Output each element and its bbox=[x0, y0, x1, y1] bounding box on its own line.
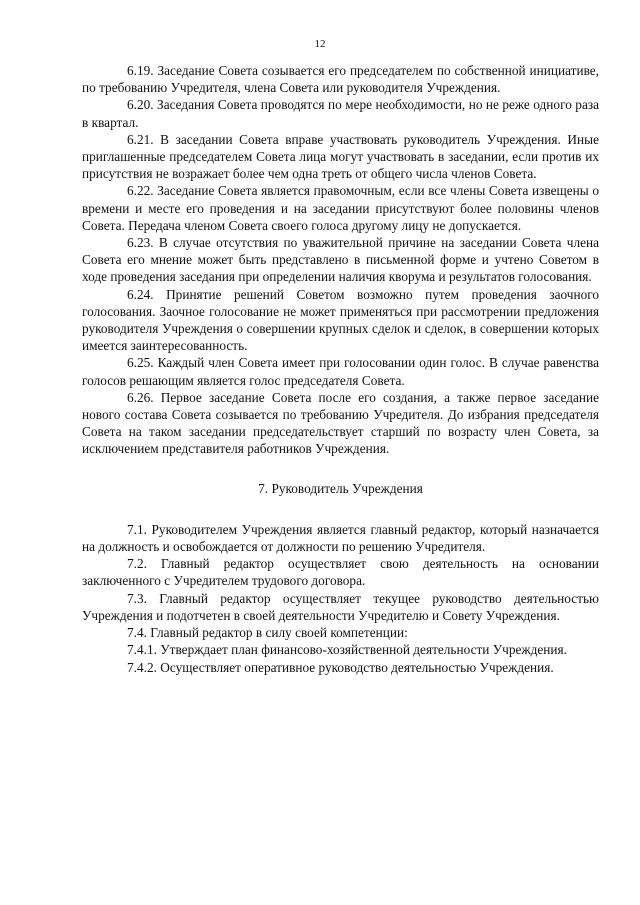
paragraph-7-4-2: 7.4.2. Осуществляет оперативное руководство деятельностью Учреждения. bbox=[127, 659, 554, 675]
paragraph-6-23: 6.23. В случае отсутствия по уважительной причине на заседании Совета члена Совета его мнение может быть представлено в письменной форме и учтено Советом в ходе проведения заседания при определении наличия кворума и результатов голосования. bbox=[82, 235, 599, 285]
document-body bbox=[82, 62, 599, 676]
page-number: 12 bbox=[314, 38, 326, 50]
section-heading: 7. Руководитель Учреждения bbox=[258, 480, 423, 496]
paragraph-6-25: 6.25. Каждый член Совета имеет при голосовании один голос. В случае равенства голосов решающим является голос председателя Совета. bbox=[82, 355, 599, 388]
paragraph-7-4: 7.4. Главный редактор в силу своей компетенции: bbox=[127, 625, 408, 641]
paragraph-6-19: 6.19. Заседание Совета созывается его председателем по собственной инициативе, по требованию Учредителя, члена Совета или руководителя Учреждения. bbox=[82, 63, 599, 96]
paragraph-7-2: 7.2. Главный редактор осуществляет свою деятельность на основании заключенного с Учредителем трудового договора. bbox=[82, 556, 599, 589]
paragraph-6-21: 6.21. В заседании Совета вправе участвовать руководитель Учреждения. Иные приглашенные председателем Совета лица могут участвовать в заседании, если против их присутствия не возражает более чем одна треть от общего числа членов Совета. bbox=[82, 131, 599, 182]
paragraph-6-22: 6.22. Заседание Совета является правомочным, если все члены Совета извещены о времени и месте его проведения и на заседании присутствуют более половины членов Совета. Передача членом Совета своего голоса другому лицу не допускается. bbox=[82, 183, 599, 233]
paragraph-7-4-1: 7.4.1. Утверждает план финансово-хозяйственной деятельности Учреждения. bbox=[127, 642, 567, 658]
paragraph-6-24: 6.24. Принятие решений Советом возможно путем проведения заочного голосования. Заочное голосование не может применяться при рассмотрении предложения руководителя Учреждения о совершении крупных сделок и сделок, в совершении которых имеется заинтересованность. bbox=[82, 286, 599, 354]
paragraph-6-20: 6.20. Заседания Совета проводятся по мере необходимости, но не реже одного раза в квартал. bbox=[82, 97, 599, 130]
paragraph-7-3: 7.3. Главный редактор осуществляет текущее руководство деятельностью Учреждения и подотчетен в своей деятельности Учредителю и Совету Учреждения. bbox=[82, 590, 599, 623]
paragraph-7-1: 7.1. Руководителем Учреждения является главный редактор, который назначается на должность и освобождается от должности по решению Учредителя. bbox=[82, 521, 599, 555]
paragraph-6-26: 6.26. Первое заседание Совета после его создания, а также первое заседание нового состава Совета созывается по требованию Учредителя. До избрания председателя Совета на таком заседании председательствует старший по возрасту член Совета, за исключением представителя работников Учреждения. bbox=[82, 389, 599, 457]
